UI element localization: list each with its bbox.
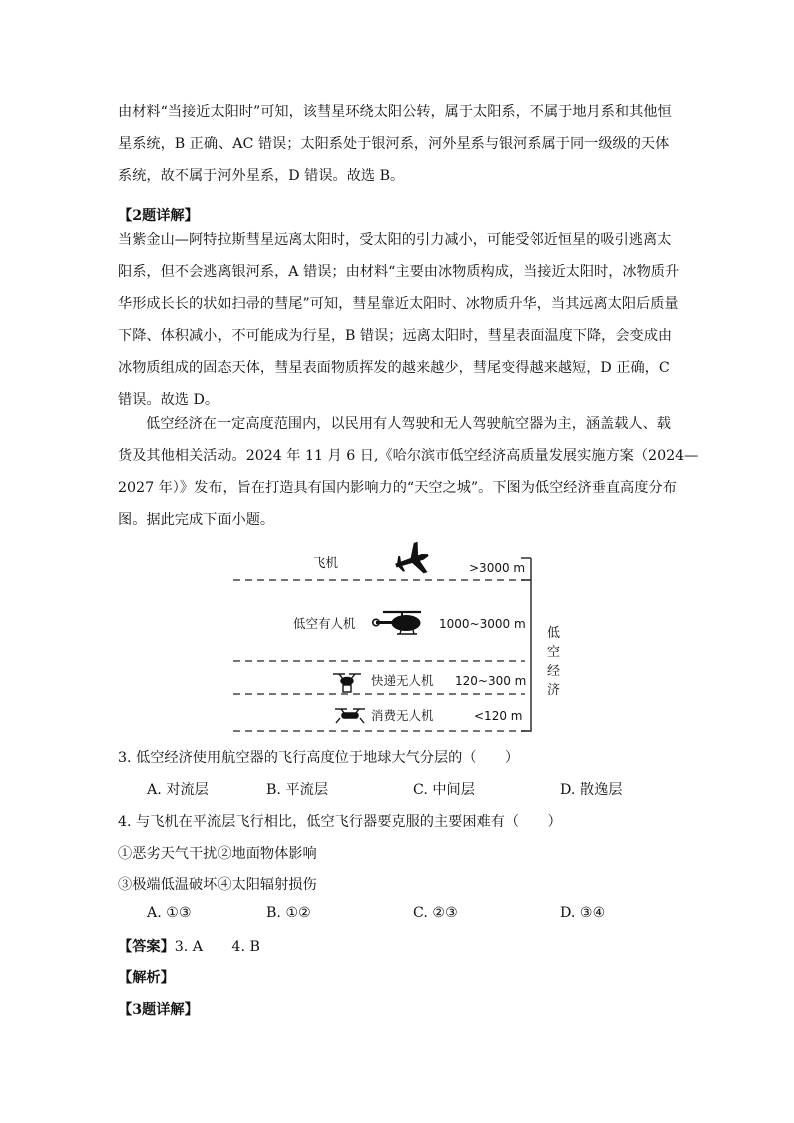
text-line: 由材料“当接近太阳时”可知，该彗星环绕太阳公转，属于太阳系，不属于地月系和其他恒 [118, 104, 672, 120]
airplane-icon [391, 540, 433, 581]
row-height-delivery-drone: 120~300 m [455, 674, 527, 688]
text-line: 货及其他相关活动。2024 年 11 月 6 日,《哈尔滨市低空经济高质量发展实施方案（2024— [118, 448, 699, 464]
row-height-consumer-drone: <120 m [474, 709, 523, 723]
text-line: 星系统，B 正确、AC 错误；太阳系处于银河系，河外星系与银河系属于同一级级的天体 [118, 136, 670, 152]
question-3-option-b: B. 平流层 [266, 782, 329, 798]
text-line: 低空经济在一定高度范围内，以民用有人驾驶和无人驾驶航空器为主，涵盖载人、载 [146, 416, 671, 432]
answer-line [118, 936, 260, 956]
answer-label: 【答案】 [118, 939, 175, 955]
row-label-delivery-drone: 快递无人机 [371, 673, 434, 688]
bracket-label-char: 济 [547, 683, 561, 698]
consumer-drone-icon [335, 709, 365, 723]
question-4-option-d: D. ③④ [560, 905, 606, 921]
row-height-airplane: >3000 m [469, 561, 526, 575]
section-3-heading: 【3题详解】 [118, 1002, 199, 1018]
row-label-consumer-drone: 消费无人机 [371, 708, 434, 723]
helicopter-icon [373, 612, 421, 634]
text-line: 华形成长长的状如扫帚的彗尾”可知，彗星靠近太阳时、冰物质升华，当其远离太阳后质量 [118, 296, 679, 312]
delivery-drone-icon [333, 674, 361, 692]
bracket-line [521, 580, 531, 731]
intro-paragraph [118, 408, 699, 536]
row-height-helicopter: 1000~3000 m [439, 617, 526, 631]
text-line: 下降、体积减小，不可能成为行星，B 错误；远离太阳时，彗星表面温度下降，会变成由 [118, 328, 673, 344]
text-line: 阳系，但不会逃离银河系，A 错误；由材料“主要由冰物质构成，当接近太阳时，冰物质升 [118, 264, 680, 280]
altitude-distribution-figure [225, 538, 585, 738]
bracket-label-char: 经 [547, 664, 561, 679]
text-line: 当紫金山—阿特拉斯彗星远离太阳时，受太阳的引力减小，可能受邻近恒星的吸引逃离太 [118, 232, 672, 248]
answer-values: 3. A 4. B [174, 939, 260, 955]
bracket-label-char: 低 [547, 626, 561, 641]
explanation-paragraph-1 [118, 96, 678, 192]
question-3-stem: 3. 低空经济使用航空器的飞行高度位于地球大气分层的（ ） [118, 750, 520, 766]
section-2-heading: 【2题详解】 [118, 208, 199, 224]
text-line: 图。据此完成下面小题。 [118, 512, 275, 528]
question-4-option-b: B. ①② [266, 905, 311, 921]
question-3-option-c: C. 中间层 [413, 782, 475, 798]
row-label-helicopter: 低空有人机 [293, 616, 356, 631]
question-4-items-line-2: ③极端低温破坏④太阳辐射损伤 [118, 877, 317, 893]
question-4-stem: 4. 与飞机在平流层飞行相比，低空飞行器要克服的主要困难有（ ） [118, 814, 562, 830]
text-line: 系统，故不属于河外星系，D 错误。故选 B。 [118, 168, 405, 184]
bracket-label-char: 空 [547, 645, 561, 660]
text-line: 错误。故选 D。 [118, 392, 220, 408]
text-line: 2027 年）》发布，旨在打造具有国内影响力的“天空之城”。下图为低空经济垂直高度分布 [118, 480, 677, 496]
analysis-label: 【解析】 [118, 970, 175, 986]
text-line: 冰物质组成的固态天体，彗星表面物质挥发的越来越少，彗尾变得越来越短，D 正确，C [118, 360, 670, 376]
question-4-items-line-1: ①恶劣天气干扰②地面物体影响 [118, 846, 317, 862]
explanation-paragraph-2 [118, 224, 678, 416]
question-4-option-a: A. ①③ [147, 905, 192, 921]
row-label-airplane: 飞机 [313, 555, 339, 570]
question-4-option-c: C. ②③ [413, 905, 458, 921]
question-3-option-a: A. 对流层 [147, 782, 209, 798]
question-3-option-d: D. 散逸层 [560, 782, 623, 798]
